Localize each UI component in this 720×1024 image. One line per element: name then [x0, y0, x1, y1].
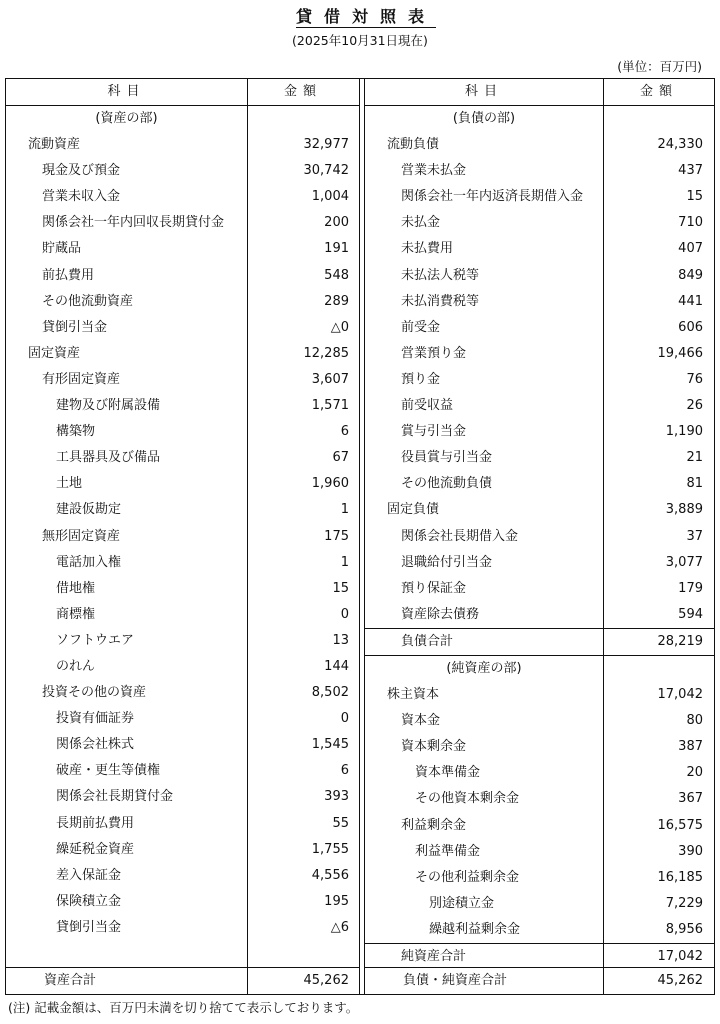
row-amount: 4,556: [311, 867, 349, 883]
row-amount: 437: [678, 163, 703, 179]
account-row: [6, 497, 359, 523]
account-row: [6, 706, 359, 732]
row-amount: △6: [330, 919, 349, 935]
row-amount: 55: [332, 815, 349, 831]
account-row: [365, 550, 715, 576]
row-name: 建設仮勘定: [56, 502, 122, 518]
row-name: 資産合計: [44, 973, 97, 988]
row-amount: 6: [340, 763, 349, 779]
account-row: [365, 471, 715, 497]
row-name: 電話加入権: [56, 554, 122, 570]
row-amount: 13: [332, 632, 349, 648]
account-row: [6, 445, 359, 471]
row-amount: 441: [678, 293, 703, 309]
row-name: 破産・更生等債権: [56, 763, 161, 779]
account-row: [365, 315, 715, 341]
row-name: その他流動資産: [42, 293, 134, 309]
row-name: 未払消費税等: [401, 293, 480, 309]
row-amount: 3,889: [665, 502, 703, 518]
row-amount: 37: [686, 528, 703, 544]
row-amount: 1,571: [311, 398, 349, 414]
account-row: [6, 654, 359, 680]
row-amount: 191: [324, 241, 349, 257]
account-row: [6, 889, 359, 915]
row-amount: 387: [678, 739, 703, 755]
row-amount: 367: [678, 791, 703, 807]
row-name: 資産除去債務: [401, 606, 480, 622]
row-amount: 76: [686, 371, 703, 387]
assets-header: [6, 79, 359, 106]
account-row: [365, 734, 715, 760]
row-amount: 0: [340, 711, 349, 727]
row-amount: 26: [686, 398, 703, 414]
row-amount: 1: [340, 554, 349, 570]
row-name: 流動資産: [28, 137, 81, 153]
row-name: 差入保証金: [56, 867, 122, 883]
account-row: [6, 158, 359, 184]
row-amount: 28,219: [657, 633, 703, 649]
row-name: 流動負債: [387, 137, 440, 153]
row-name: 工具器具及び備品: [56, 450, 161, 466]
row-amount: 289: [324, 293, 349, 309]
row-name: その他利益剰余金: [415, 869, 520, 885]
assets-total-row: [6, 967, 359, 994]
account-row: [365, 393, 715, 419]
document-title: 貸借対照表: [295, 7, 436, 26]
header-amount: 金額: [639, 84, 678, 99]
row-amount: 17,042: [657, 687, 703, 703]
balance-sheet-table: [5, 78, 715, 995]
account-row: [365, 576, 715, 602]
account-row: [365, 289, 715, 315]
row-amount: 20: [686, 765, 703, 781]
account-row: [365, 210, 715, 236]
row-name: 建物及び附属設備: [56, 398, 161, 414]
account-row: [6, 367, 359, 393]
row-amount: 8,956: [665, 921, 703, 937]
row-name: 借地権: [56, 580, 96, 596]
row-amount: 3,077: [665, 554, 703, 570]
header-amount: 金額: [283, 84, 322, 99]
row-name: 有形固定資産: [42, 371, 121, 387]
liabilities-equity-total-row: [365, 967, 715, 994]
account-row: [6, 289, 359, 315]
account-row: [365, 236, 715, 262]
row-amount: 195: [324, 893, 349, 909]
row-amount: 407: [678, 241, 703, 257]
account-row: [6, 236, 359, 262]
liabilities-header: [365, 79, 715, 106]
row-amount: 21: [686, 450, 703, 466]
account-row: [365, 891, 715, 917]
row-name: 関係会社一年内返済長期借入金: [401, 189, 584, 205]
row-amount: 179: [678, 580, 703, 596]
row-name: 関係会社株式: [56, 737, 135, 753]
row-name: 資本準備金: [415, 765, 481, 781]
row-name: 負債・純資産合計: [403, 973, 508, 988]
row-name: 関係会社長期借入金: [401, 528, 519, 544]
row-name: (純資産の部): [446, 660, 522, 676]
account-row: [6, 341, 359, 367]
row-amount: 548: [324, 267, 349, 283]
account-row: [365, 419, 715, 445]
row-name: その他資本剰余金: [415, 791, 520, 807]
account-row: [6, 784, 359, 810]
section-heading-row: [365, 656, 715, 682]
row-name: 無形固定資産: [42, 528, 121, 544]
header-name: 科目: [464, 84, 503, 99]
row-name: 預り金: [401, 371, 441, 387]
row-name: 現金及び預金: [42, 163, 121, 179]
row-amount: 30,742: [303, 163, 349, 179]
row-amount: 390: [678, 843, 703, 859]
row-name: 資本金: [401, 713, 441, 729]
section-heading-row: [6, 106, 359, 132]
row-name: のれん: [56, 658, 96, 674]
row-name: ソフトウエア: [56, 632, 135, 648]
account-row: [365, 708, 715, 734]
row-name: 利益剰余金: [401, 817, 467, 833]
row-amount: 175: [324, 528, 349, 544]
row-amount: 144: [324, 658, 349, 674]
row-amount: 1,755: [311, 841, 349, 857]
assets-column: [6, 79, 360, 994]
row-amount: 45,262: [303, 973, 349, 988]
row-name: 繰越利益剰余金: [429, 921, 521, 937]
row-name: 純資産合計: [401, 949, 467, 964]
row-amount: 200: [324, 215, 349, 231]
row-amount: 3,607: [311, 371, 349, 387]
account-row: [6, 393, 359, 419]
row-amount: 24,330: [657, 137, 703, 153]
row-name: 固定負債: [387, 502, 440, 518]
row-name: 営業未収入金: [42, 189, 121, 205]
account-row: [365, 132, 715, 158]
row-amount: 19,466: [657, 345, 703, 361]
row-amount: 12,285: [303, 345, 349, 361]
row-name: 役員賞与引当金: [401, 450, 493, 466]
row-name: (負債の部): [452, 111, 516, 126]
row-name: 貯蔵品: [42, 241, 82, 257]
account-row: [6, 132, 359, 158]
row-name: 営業未払金: [401, 163, 467, 179]
account-row: [6, 863, 359, 889]
row-name: 関係会社一年内回収長期貸付金: [42, 215, 225, 231]
liabilities-column: [364, 79, 715, 994]
account-row: [365, 813, 715, 839]
account-row: [365, 917, 715, 943]
as-of-date: (2025年10月31日現在): [292, 33, 428, 48]
row-amount: 1,190: [665, 424, 703, 440]
account-row: [6, 602, 359, 628]
account-row: [365, 602, 715, 628]
row-name: 利益準備金: [415, 843, 481, 859]
unit-label: (単位：百万円): [617, 59, 702, 74]
row-name: 賞与引当金: [401, 424, 467, 440]
row-name: 貸倒引当金: [42, 319, 108, 335]
row-amount: 80: [686, 713, 703, 729]
row-name: 前払費用: [42, 267, 95, 283]
row-amount: 1,004: [311, 189, 349, 205]
row-amount: 710: [678, 215, 703, 231]
row-name: 構築物: [56, 424, 96, 440]
account-row: [6, 471, 359, 497]
row-name: 前受収益: [401, 398, 454, 414]
account-row: [6, 524, 359, 550]
row-name: 未払法人税等: [401, 267, 480, 283]
row-amount: △0: [330, 319, 349, 335]
row-name: 繰延税金資産: [56, 841, 135, 857]
row-amount: 32,977: [303, 137, 349, 153]
account-row: [6, 184, 359, 210]
row-amount: 0: [340, 606, 349, 622]
account-row: [6, 550, 359, 576]
row-name: 前受金: [401, 319, 441, 335]
row-name: (資産の部): [95, 111, 158, 126]
section-heading-row: [365, 106, 715, 132]
account-row: [6, 263, 359, 289]
account-row: [365, 497, 715, 523]
account-row: [365, 760, 715, 786]
row-name: その他流動負債: [401, 476, 493, 492]
row-amount: 7,229: [665, 895, 703, 911]
row-amount: 606: [678, 319, 703, 335]
account-row: [6, 811, 359, 837]
row-name: 貸倒引当金: [56, 919, 122, 935]
account-row: [6, 628, 359, 654]
row-amount: 17,042: [657, 949, 703, 964]
account-row: [365, 839, 715, 865]
row-amount: 15: [332, 580, 349, 596]
account-row: [6, 680, 359, 706]
row-amount: 1,960: [311, 476, 349, 492]
account-row: [365, 158, 715, 184]
row-amount: 81: [686, 476, 703, 492]
row-name: 長期前払費用: [56, 815, 135, 831]
row-amount: 1,545: [311, 737, 349, 753]
row-name: 負債合計: [401, 633, 454, 649]
account-row: [365, 865, 715, 891]
account-row: [365, 184, 715, 210]
row-amount: 8,502: [311, 685, 349, 701]
row-amount: 849: [678, 267, 703, 283]
row-amount: 16,185: [657, 869, 703, 885]
row-amount: 45,262: [657, 973, 703, 988]
account-row: [365, 341, 715, 367]
account-row: [365, 628, 715, 656]
row-amount: 1: [340, 502, 349, 518]
account-row: [6, 758, 359, 784]
row-name: 関係会社長期貸付金: [56, 789, 174, 805]
row-name: 別途積立金: [429, 895, 495, 911]
account-row: [365, 786, 715, 812]
account-row: [365, 263, 715, 289]
row-name: 投資有価証券: [56, 711, 135, 727]
account-row: [365, 367, 715, 393]
account-row: [6, 732, 359, 758]
footnote: (注) 記載金額は、百万円未満を切り捨てて表示しております。: [8, 1000, 359, 1015]
row-name: 固定資産: [28, 345, 81, 361]
account-row: [6, 210, 359, 236]
header-name: 科目: [107, 84, 146, 99]
row-amount: 67: [332, 450, 349, 466]
row-name: 土地: [56, 476, 83, 492]
row-name: 資本剰余金: [401, 739, 467, 755]
account-row: [365, 524, 715, 550]
account-row: [6, 837, 359, 863]
row-name: 未払費用: [401, 241, 454, 257]
row-name: 投資その他の資産: [42, 685, 147, 701]
row-amount: 393: [324, 789, 349, 805]
row-amount: 16,575: [657, 817, 703, 833]
row-name: 退職給付引当金: [401, 554, 493, 570]
account-row: [365, 445, 715, 471]
row-name: 預り保証金: [401, 580, 467, 596]
row-name: 商標権: [56, 606, 96, 622]
liabilities-rows: [365, 106, 715, 970]
row-name: 営業預り金: [401, 345, 467, 361]
row-name: 未払金: [401, 215, 441, 231]
account-row: [365, 682, 715, 708]
row-amount: 594: [678, 606, 703, 622]
row-amount: 6: [340, 424, 349, 440]
account-row: [6, 915, 359, 941]
assets-rows: [6, 106, 359, 941]
row-name: 株主資本: [387, 687, 440, 703]
account-row: [6, 576, 359, 602]
row-name: 保険積立金: [56, 893, 122, 909]
account-row: [6, 315, 359, 341]
row-amount: 15: [686, 189, 703, 205]
account-row: [6, 419, 359, 445]
